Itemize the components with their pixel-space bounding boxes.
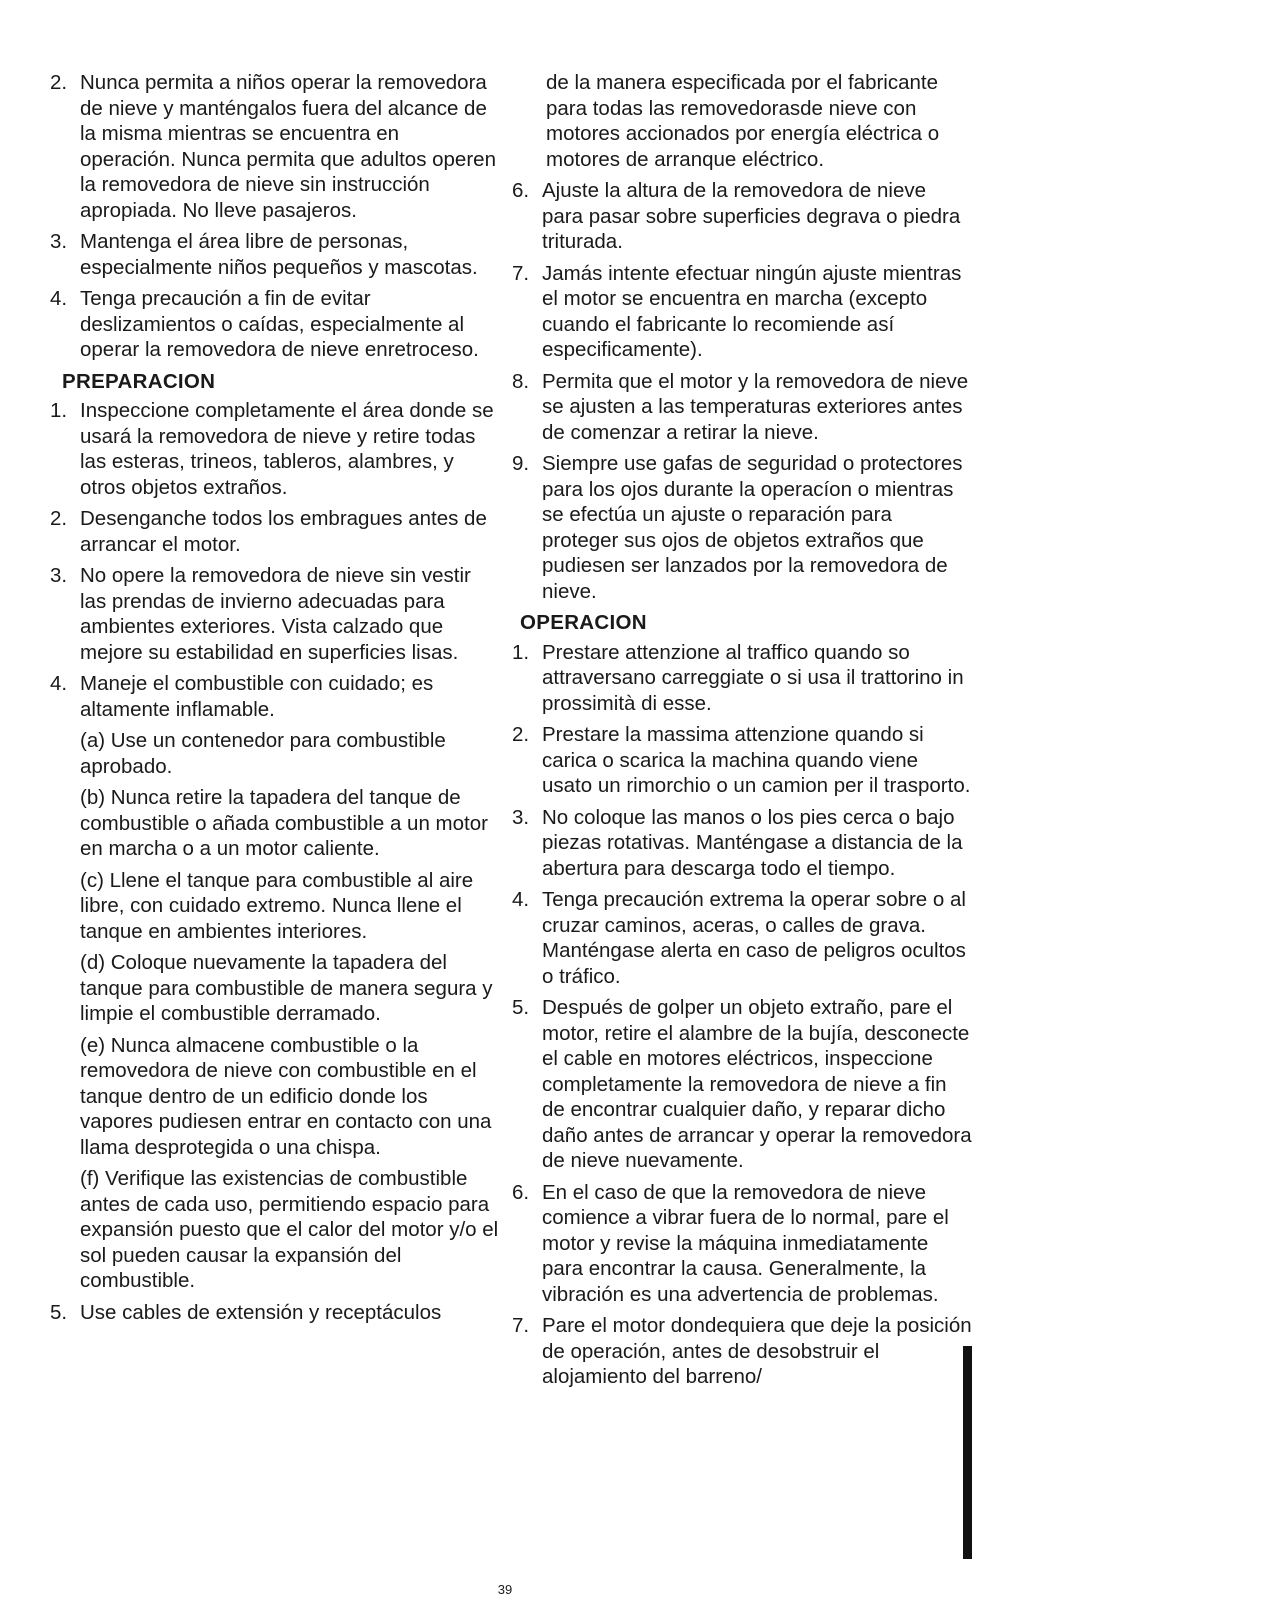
item-text: Desenganche todos los embragues antes de arrancar el motor. (80, 507, 487, 556)
item-number: 2. (50, 71, 68, 94)
item-text: Inspeccione completamente el área donde se usará la removedora de nieve y retire todas las esteras, trineos, tableros, alambres, y otros objetos extraños. (80, 399, 494, 499)
item-text: Después de golper un objeto extraño, pare el motor, retire el alambre de la bujía, desconecte el cable en motores eléctricos, inspeccione completamente la removedora de nieve a fin de encontrar cualquier daño, y reparar dicho daño antes de arrancar y operar la removedora de nieve nuevamente. (542, 996, 972, 1172)
item-number: 4. (50, 287, 68, 310)
list-item (512, 369, 972, 446)
item-text: Prestare attenzione al traffico quando so attraversano carreggiate o si usa il trattorino in prossimità di esse. (542, 640, 964, 715)
list-item (512, 722, 972, 799)
item-text: Siempre use gafas de seguridad o protectores para los ojos durante la operacíon o mientras se efectúa un ajuste o reparación para proteger sus ojos de objetos extraños que pudiesen ser lanzados por la removedora de nieve. (542, 452, 963, 603)
list-item (50, 671, 500, 722)
list-item (512, 640, 972, 717)
list-item (512, 1313, 972, 1390)
item-text: No opere la removedora de nieve sin vestir las prendas de invierno adecuadas para ambientes exteriores. Vista calzado que mejore su estabilidad en superficies lisas. (80, 564, 471, 664)
list-item (512, 178, 972, 255)
item-number: 3. (50, 230, 68, 253)
item-text: Prestare la massima attenzione quando si carica o scarica la machina quando viene usato un rimorchio o un camion per il trasporto. (542, 723, 971, 797)
right-column (512, 70, 972, 1396)
list-item (50, 506, 500, 557)
item-text: Maneje el combustible con cuidado; es altamente inflamable. (80, 672, 434, 721)
item-text: En el caso de que la removedora de nieve comience a vibrar fuera de lo normal, pare el motor y revise la máquina inmediatamente para encontrar la causa. Generalmente, la vibración es una advertencia de problemas. (542, 1180, 949, 1306)
sub-item-e: (e) Nunca almacene combustible o la removedora de nieve con combustible en el tanque dentro de un edificio donde los vapores pudiesen entrar en contacto con una llama desprotegida o una chispa. (80, 1033, 492, 1159)
list-item (512, 451, 972, 604)
list-item (50, 229, 500, 280)
item-number: 4. (50, 672, 68, 695)
sub-item-f: (f) Verifique las existencias de combustible antes de cada uso, permitiendo espacio para expansión puesto que el calor del motor y/o el sol pueden causar la expansión del combustible. (80, 1167, 499, 1292)
item-text: Mantenga el área libre de personas, especialmente niños pequeños y mascotas. (80, 230, 478, 279)
item-number: 6. (512, 179, 530, 202)
list-item (512, 261, 972, 363)
left-column (50, 70, 500, 1331)
item-number: 7. (512, 261, 530, 285)
item-number: 3. (50, 564, 68, 587)
list-item (50, 563, 500, 665)
item-number: 6. (512, 1180, 530, 1204)
item-number: 5. (50, 1300, 68, 1324)
item-number: 2. (512, 723, 530, 746)
sub-item-c: (c) Llene el tanque para combustible al aire libre, con cuidado extremo. Nunca llene el tanque en ambientes interiores. (80, 868, 474, 943)
item-number: 4. (512, 888, 530, 911)
list-item (512, 805, 972, 882)
list-item (50, 398, 500, 500)
item-number: 8. (512, 369, 530, 393)
list-item (50, 286, 500, 363)
item-number: 2. (50, 507, 68, 530)
item-text: No coloque las manos o los pies cerca o bajo piezas rotativas. Manténgase a distancia de la abertura para descarga todo el tiempo. (542, 805, 963, 880)
item-text: Use cables de extensión y receptáculos (80, 1300, 442, 1324)
sub-item-d: (d) Coloque nuevamente la tapadera del tanque para combustible de manera segura y limpie el combustible derramado. (80, 951, 493, 1025)
item-text: Jamás intente efectuar ningún ajuste mientras el motor se encuentra en marcha (excepto cuando el fabricante lo recomiende así especificamente). (542, 261, 962, 361)
item-text: Pare el motor dondequiera que deje la posición de operación, antes de desobstruir el alojamiento del barreno/ (542, 1314, 972, 1388)
sub-item-b: (b) Nunca retire la tapadera del tanque de combustible o añada combustible a un motor en marcha o a un motor caliente. (80, 786, 488, 860)
item-number: 5. (512, 996, 530, 1019)
list-item (512, 1180, 972, 1308)
list-item (50, 1300, 500, 1326)
list-item (512, 887, 972, 989)
revision-change-bar (963, 1346, 972, 1559)
page-number: 39 (497, 1582, 513, 1597)
item-number: 1. (50, 399, 68, 422)
continued-text: de la manera especificada por el fabricante para todas las removedorasde nieve con motores accionados por energía eléctrica o motores de arranque eléctrico. (546, 71, 940, 171)
section-heading-operacion: OPERACION (520, 611, 647, 634)
item-number: 1. (512, 640, 530, 664)
item-text: Tenga precaución a fin de evitar deslizamientos o caídas, especialmente al operar la removedora de nieve enretroceso. (80, 287, 479, 361)
item-text: Ajuste la altura de la removedora de nieve para pasar sobre superficies degrava o piedra triturada. (542, 179, 961, 253)
item-number: 9. (512, 452, 530, 475)
sub-item-a: (a) Use un contenedor para combustible aprobado. (80, 729, 446, 778)
list-item (512, 995, 972, 1174)
item-text: Nunca permita a niños operar la removedora de nieve y manténgalos fuera del alcance de la misma mientras se encuentra en operación. Nunca permita que adultos operen la removedora de nieve sin instrucción apropiada. No lleve pasajeros. (80, 71, 496, 222)
item-text: Tenga precaución extrema la operar sobre o al cruzar caminos, aceras, o calles de grava. Manténgase alerta en caso de peligros ocultos o tráfico. (542, 888, 966, 988)
item-number: 3. (512, 805, 530, 829)
section-heading-preparacion: PREPARACION (62, 369, 216, 393)
item-text: Permita que el motor y la removedora de nieve se ajusten a las temperaturas exteriores antes de comenzar a retirar la nieve. (542, 369, 969, 444)
item-number: 7. (512, 1314, 530, 1337)
list-item (50, 70, 500, 223)
